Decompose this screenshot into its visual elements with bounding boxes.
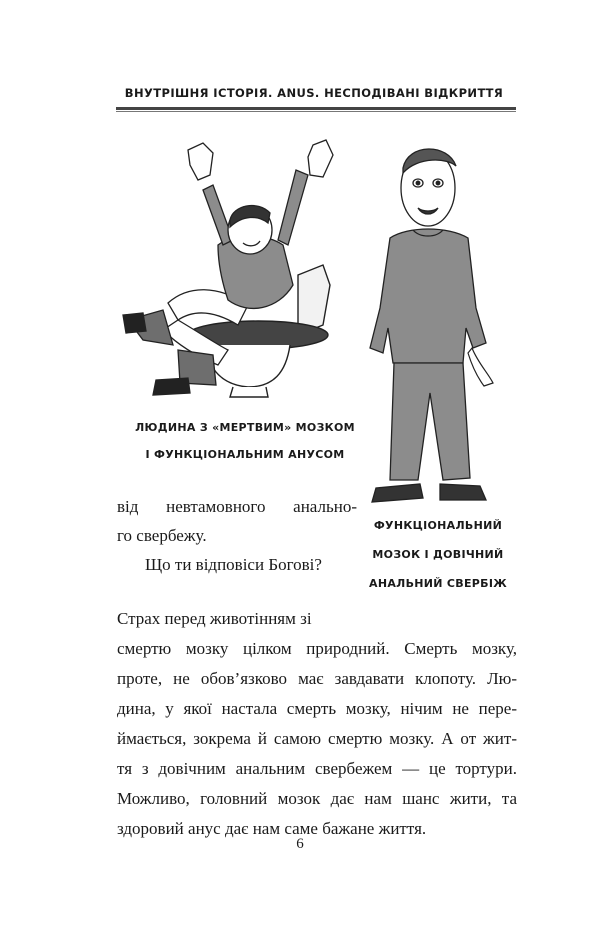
- caption-line: ЛЮДИНА З «МЕРТВИМ» МОЗКОМ: [135, 421, 355, 434]
- text-line: тя з довічним анальним свербежем — це тортури.: [117, 759, 517, 778]
- text-line: Можливо, головний мозок дає нам шанс жити, та: [117, 789, 517, 808]
- text-line: ймається, зокрема й самою смертю мозку. А от жит-: [117, 729, 517, 748]
- man-on-toilet-illustration: [118, 135, 348, 400]
- question-line: Що ти відповіси Богові?: [145, 555, 322, 574]
- header-rule-thin: [116, 111, 516, 112]
- side-paragraph: [117, 492, 357, 579]
- fists-shape: [188, 140, 333, 180]
- sweater-shape: [370, 229, 486, 363]
- text-line: смертю мозку цілком природний. Смерть мозку,: [117, 639, 517, 658]
- caption-line: І ФУНКЦІОНАЛЬНИМ АНУСОМ: [145, 448, 345, 461]
- trousers-shape: [390, 363, 470, 480]
- main-paragraph: [117, 604, 517, 844]
- running-head: ВНУТРІШНЯ ІСТОРІЯ. ANUS. НЕСПОДІВАНІ ВІДКРИТТЯ: [124, 86, 504, 100]
- hand-shape: [468, 348, 493, 386]
- text-line: дина, у якої настала смерть мозку, нічим не пере-: [117, 699, 517, 718]
- head-shape: [228, 206, 272, 254]
- caption-right: [360, 511, 516, 598]
- text-line: го свербежу.: [117, 526, 207, 545]
- text-line: здоровий анус дає нам саме бажане життя.: [117, 819, 427, 838]
- shoes-shape: [372, 484, 486, 502]
- text-line: від невтамовного анально-: [117, 497, 357, 516]
- caption-line: МОЗОК І ДОВІЧНИЙ: [372, 548, 504, 561]
- page-number: 6: [296, 836, 304, 852]
- head-shape: [401, 149, 456, 226]
- header-rule: [116, 107, 516, 110]
- standing-man-illustration: [368, 138, 518, 510]
- caption-line: АНАЛЬНИЙ СВЕРБІЖ: [369, 577, 507, 590]
- text-line: Страх перед животінням зі: [117, 609, 312, 628]
- caption-left: [120, 414, 370, 468]
- text-line: проте, не обов’язково має завдавати клопоту. Лю-: [117, 669, 517, 688]
- caption-line: ФУНКЦІОНАЛЬНИЙ: [373, 519, 503, 532]
